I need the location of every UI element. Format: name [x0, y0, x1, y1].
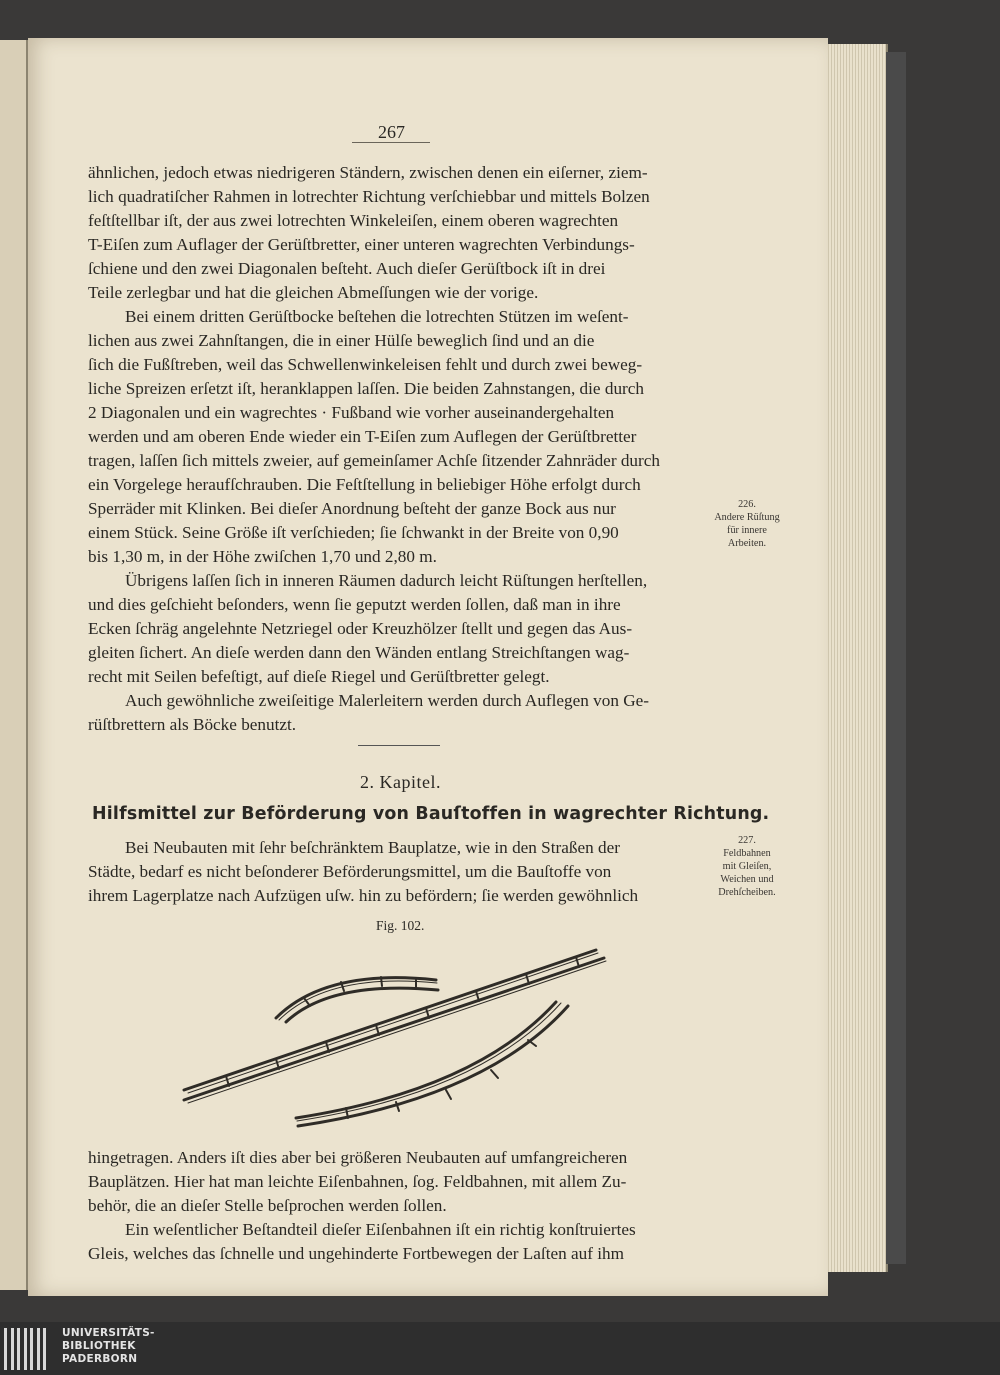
body-line: bis 1,30 m, in der Höhe zwiſchen 1,70 und 2,80 m.: [88, 547, 437, 566]
body-line: ihrem Lagerplatze nach Aufzügen uſw. hin zu befördern; ſie werden gewöhnlich: [88, 886, 639, 905]
body-line: Sperräder mit Klinken. Bei dieſer Anordnung beſteht der ganze Bock aus nur: [88, 499, 616, 518]
body-line: gleiten ſichert. An dieſe werden dann den Wänden entlang Streichſtangen wag-: [88, 643, 630, 662]
body-line: werden und am oberen Ende wieder ein T-Eiſen zum Auflegen der Gerüſtbretter: [88, 427, 637, 446]
body-line: Ein weſentlicher Beſtandteil dieſer Eiſenbahnen iſt ein richtig konſtruiertes: [125, 1220, 636, 1239]
straight-rail-section: [184, 950, 606, 1103]
body-line: Bei einem dritten Gerüſtbocke beſtehen die lotrechten Stützen im weſent-: [125, 307, 629, 326]
body-line: Teile zerlegbar und hat die gleichen Abmeſſungen wie der vorige.: [88, 283, 539, 302]
body-line: ſich die Fußſtreben, weil das Schwellenwinkeleisen fehlt und durch zwei beweg-: [88, 355, 643, 374]
body-line: ein Vorgelege heraufſchrauben. Die Feſtſtellung in beliebiger Höhe erfolgt durch: [88, 475, 641, 494]
body-line: ſchiene und den zwei Diagonalen beſteht. Auch dieſer Gerüſtbock iſt in drei: [88, 259, 606, 278]
page-number: 267: [378, 122, 405, 142]
margin-note-227: [702, 834, 792, 899]
body-line: und dies geſchieht beſonders, wenn ſie geputzt werden ſollen, daß man in ihre: [88, 595, 621, 614]
body-line: hingetragen. Anders iſt dies aber bei größeren Neubauten auf umfangreicheren: [88, 1148, 628, 1167]
page-number-rule: [352, 142, 430, 143]
upper-curved-rail-section: [276, 977, 438, 1022]
body-line: Auch gewöhnliche zweiſeitige Malerleitern werden durch Auflegen von Ge-: [125, 691, 650, 710]
body-line: Ecken ſchräg angelehnte Netzriegel oder Kreuzhölzer ſtellt und gegen das Aus-: [88, 619, 633, 638]
margin-note-line: mit Gleiſen,: [722, 861, 772, 872]
left-page-edge: [0, 40, 28, 1290]
body-line: Städte, bedarf es nicht beſonderer Beförderungsmittel, um die Bauſtoffe von: [88, 862, 612, 881]
body-line: behör, die an dieſer Stelle beſprochen werden ſollen.: [88, 1196, 447, 1215]
body-line: Übrigens laſſen ſich in inneren Räumen dadurch leicht Rüſtungen herſtellen,: [125, 571, 648, 590]
margin-note-line: Drehſcheiben.: [718, 887, 776, 898]
margin-note-line: Andere Rüſtung: [714, 512, 780, 523]
body-line: einem Stück. Seine Größe iſt verſchieden; ſie ſchwankt in der Breite von 0,90: [88, 523, 619, 542]
body-line: T-Eiſen zum Auflager der Gerüſtbretter, einer unteren wagrechten Verbindungs-: [88, 235, 635, 254]
body-line: Bauplätzen. Hier hat man leichte Eiſenbahnen, ſog. Feldbahnen, mit allem Zu-: [88, 1172, 627, 1191]
library-name-line: UNIVERSITÄTS-: [62, 1327, 155, 1339]
chapter-title: Hilfsmittel zur Beförderung von Bauſtoffen in wagrechter Richtung.: [92, 804, 770, 824]
body-line: rüſtbrettern als Böcke benutzt.: [88, 715, 297, 734]
body-line: recht mit Seilen befeſtigt, auf dieſe Riegel und Gerüſtbretter gelegt.: [88, 667, 550, 686]
body-line: lich quadratiſcher Rahmen in lotrechter Richtung verſchiebbar und mittels Bolzen: [88, 187, 650, 206]
margin-note-line: Weichen und: [720, 874, 774, 885]
margin-note-226: [702, 498, 792, 550]
rail-track-illustration: [176, 940, 632, 1130]
body-line: liche Spreizen erſetzt iſt, heranklappen laſſen. Die beiden Zahnstangen, die durch: [88, 379, 644, 398]
body-line: feſtſtellbar iſt, der aus zwei lotrechten Winkeleiſen, einem oberen wagrechten: [88, 211, 619, 230]
margin-note-line: Arbeiten.: [727, 538, 767, 549]
library-name-line: BIBLIOTHEK: [62, 1340, 136, 1352]
chapter-label: 2. Kapitel.: [360, 772, 441, 792]
margin-note-line: Feldbahnen: [723, 848, 771, 859]
margin-note-line: 226.: [738, 499, 756, 510]
book-cover-edge: [886, 52, 906, 1264]
figure-caption: Fig. 102.: [376, 918, 425, 933]
body-line: lichen aus zwei Zahnſtangen, die in einer Hülſe beweglich ſind und an die: [88, 331, 595, 350]
body-line: Gleis, welches das ſchnelle und ungehinderte Fortbewegen der Laſten auf ihm: [88, 1244, 624, 1263]
margin-note-line: 227.: [738, 835, 756, 846]
body-line: 2 Diagonalen und ein wagrechtes · Fußband wie vorher auseinandergehalten: [88, 403, 615, 422]
body-line: tragen, laſſen ſich mittels zweier, auf gemeinſamer Achſe ſitzender Zahnräder durch: [88, 451, 660, 470]
page-edges: [826, 44, 888, 1272]
section-rule: [358, 745, 440, 746]
library-logo-icon: [4, 1328, 48, 1370]
library-name-line: PADERBORN: [62, 1353, 138, 1365]
margin-note-line: für innere: [727, 525, 767, 536]
body-line: ähnlichen, jedoch etwas niedrigeren Ständern, zwischen denen ein eiſerner, ziem-: [88, 163, 648, 182]
body-line: Bei Neubauten mit ſehr beſchränktem Bauplatze, wie in den Straßen der: [125, 838, 620, 857]
